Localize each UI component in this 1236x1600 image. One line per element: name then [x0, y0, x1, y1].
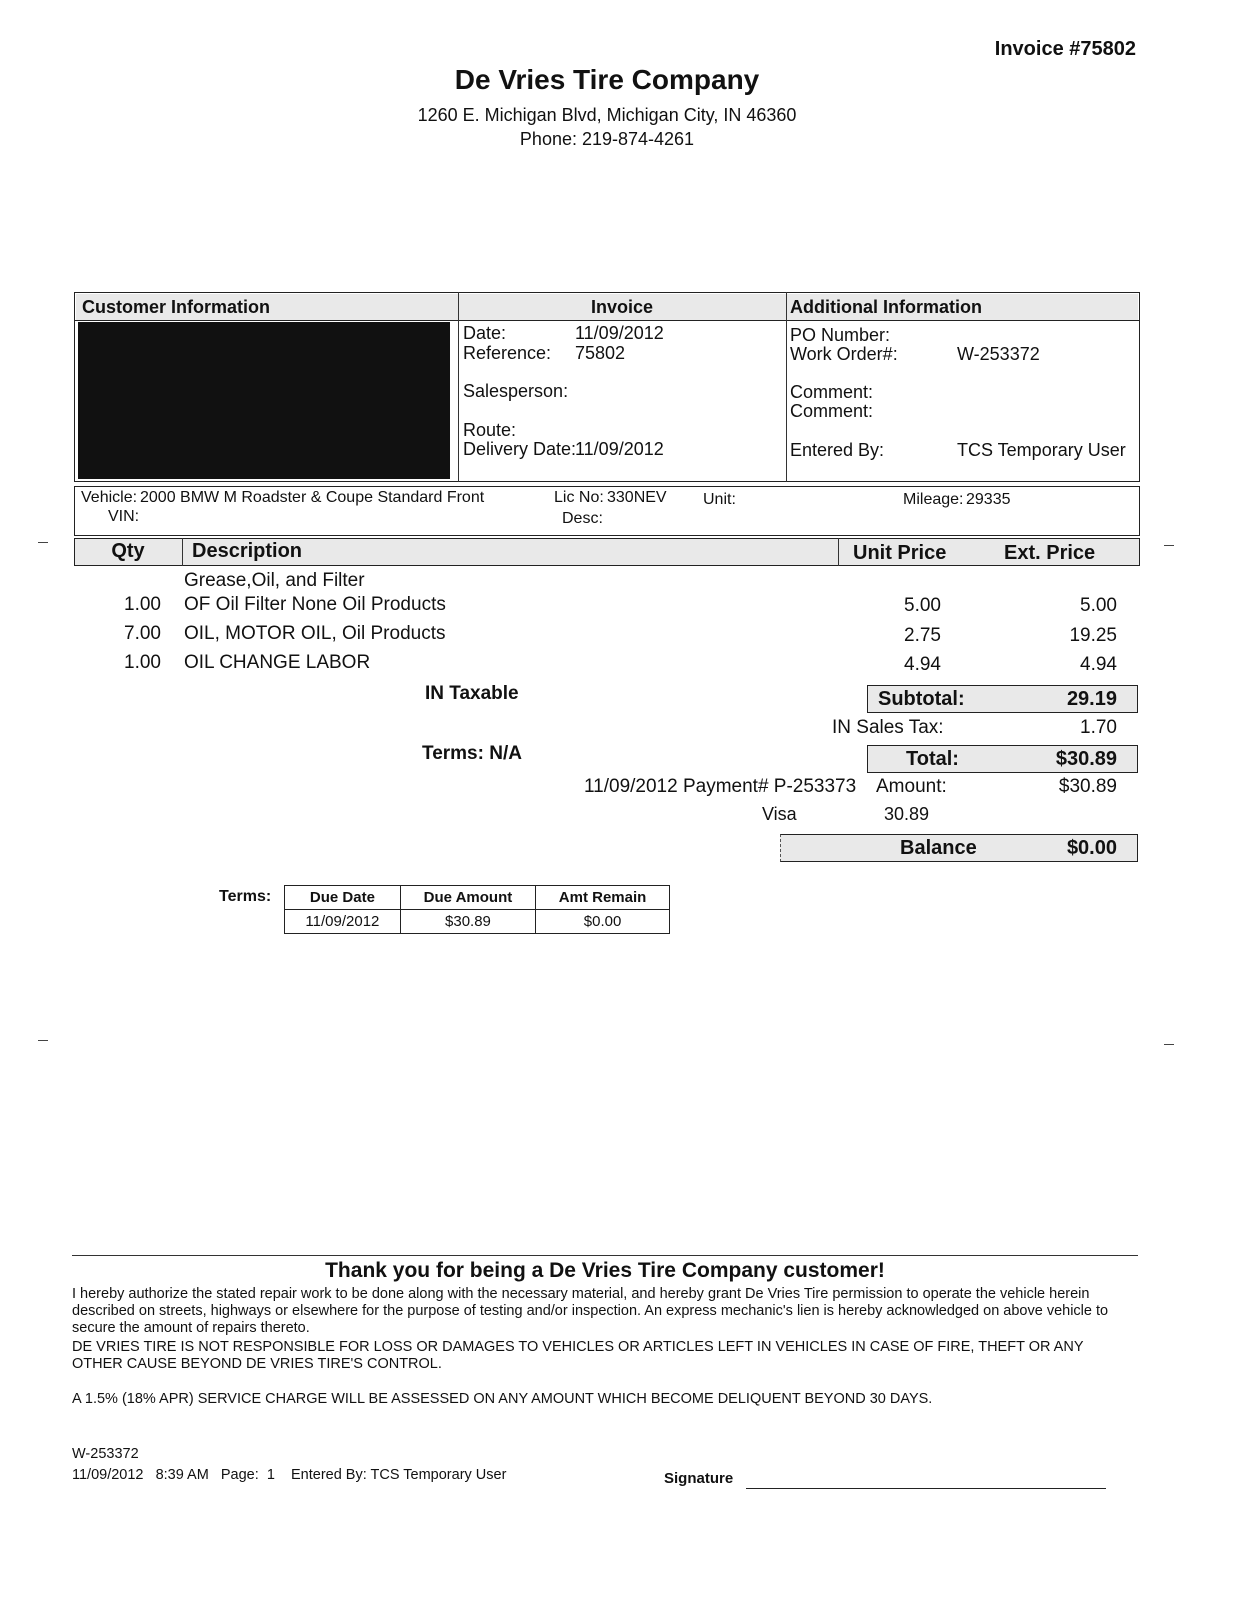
- description-header: Description: [192, 540, 303, 562]
- total-label: Total:: [906, 748, 959, 770]
- subtotal-value: 29.19: [1066, 688, 1117, 710]
- additional-info-header: Additional Information: [790, 297, 982, 317]
- header-divider-qty: [182, 538, 183, 566]
- customer-info-header: Customer Information: [82, 297, 271, 317]
- entered-by-value: TCS Temporary User: [957, 440, 1126, 460]
- taxable-label: IN Taxable: [425, 683, 519, 704]
- line-unit-price: 4.94: [904, 654, 941, 675]
- redacted-customer-block: [78, 322, 450, 479]
- desc-label: Desc:: [562, 510, 603, 527]
- company-phone: Phone: 219-874-4261: [519, 129, 695, 149]
- company-address: 1260 E. Michigan Blvd, Michigan City, IN 46360: [417, 105, 797, 125]
- vehicle-label: Vehicle:: [81, 489, 138, 506]
- invoice-number: Invoice #75802: [994, 38, 1136, 60]
- due-date-header: Due Date: [285, 886, 401, 910]
- line-description: OF Oil Filter None Oil Products: [184, 594, 446, 615]
- info-divider-1: [458, 292, 459, 482]
- amount-label: Amount:: [876, 776, 947, 797]
- signature-label: Signature: [664, 1470, 734, 1487]
- ext-price-header: Ext. Price: [1004, 542, 1096, 564]
- reference-label: Reference:: [463, 343, 552, 363]
- payment-text: 11/09/2012 Payment# P-253373: [584, 776, 857, 797]
- work-order-label: Work Order#:: [790, 344, 898, 364]
- authorization-text: I hereby authorize the stated repair work to be done along with the necessary material, and hereby grant De Vries Tire permission to operate the vehicle herein described on streets, highways or elsewhere for the purpose of testing and/or inspection. An express mechanic's lien is hereby acknowledged on above vehicle to secure the amount of repairs thereto.: [72, 1286, 1109, 1336]
- line-ext-price: 5.00: [1080, 595, 1117, 616]
- due-date-cell: 11/09/2012: [285, 910, 401, 934]
- thank-you-message: Thank you for being a De Vries Tire Company customer!: [325, 1259, 885, 1282]
- margin-mark: [38, 542, 48, 543]
- header-divider-desc: [838, 538, 839, 566]
- total-value: $30.89: [1055, 748, 1117, 770]
- lic-value: 330NEV: [607, 489, 667, 506]
- vin-label: VIN:: [108, 508, 140, 525]
- line-qty: 1.00: [124, 652, 161, 673]
- comment-2-label: Comment:: [790, 401, 874, 421]
- subtotal-label: Subtotal:: [878, 688, 965, 710]
- date-label: Date:: [463, 323, 507, 343]
- footer-work-order: W-253372: [72, 1446, 139, 1462]
- qty-header: Qty: [111, 540, 145, 562]
- line-qty: 7.00: [124, 623, 161, 644]
- line-unit-price: 5.00: [904, 595, 941, 616]
- line-description: OIL, MOTOR OIL, Oil Products: [184, 623, 446, 644]
- sales-tax-value: 1.70: [1080, 717, 1117, 738]
- unit-price-header: Unit Price: [853, 542, 947, 564]
- line-qty: 1.00: [124, 594, 161, 615]
- comment-1-label: Comment:: [790, 382, 874, 402]
- service-charge-text: A 1.5% (18% APR) SERVICE CHARGE WILL BE ASSESSED ON ANY AMOUNT WHICH BECOME DELIQUENT BEYOND 30 DAYS.: [72, 1391, 933, 1407]
- terms-table-header-row: [285, 886, 670, 910]
- mileage-value: 29335: [966, 491, 1011, 508]
- line-group-label: Grease,Oil, and Filter: [184, 570, 365, 591]
- visa-amount: 30.89: [884, 804, 930, 824]
- delivery-date-label: Delivery Date:: [463, 439, 577, 459]
- amt-remain-cell: $0.00: [536, 910, 670, 934]
- margin-mark: [1164, 1044, 1174, 1045]
- vehicle-value: 2000 BMW M Roadster & Coupe Standard Front: [140, 489, 485, 506]
- info-divider-2: [786, 292, 787, 482]
- terms-table: [284, 885, 670, 934]
- line-ext-price: 19.25: [1069, 625, 1117, 646]
- info-header-divider: [74, 320, 1140, 321]
- visa-label: Visa: [762, 804, 797, 824]
- balance-label: Balance: [900, 837, 977, 859]
- amount-value: $30.89: [1058, 776, 1117, 797]
- sales-tax-label: IN Sales Tax:: [832, 717, 944, 738]
- amt-remain-header: Amt Remain: [536, 886, 670, 910]
- date-value: 11/09/2012: [575, 323, 664, 343]
- margin-mark: [38, 1040, 48, 1041]
- unit-label: Unit:: [703, 491, 736, 508]
- footer-divider: [72, 1255, 1138, 1256]
- balance-value: $0.00: [1066, 837, 1117, 859]
- po-number-label: PO Number:: [790, 325, 891, 345]
- company-name: De Vries Tire Company: [454, 64, 760, 95]
- lic-label: Lic No:: [554, 489, 604, 506]
- signature-line[interactable]: [746, 1488, 1106, 1489]
- due-amount-cell: $30.89: [400, 910, 535, 934]
- reference-value: 75802: [575, 343, 626, 363]
- salesperson-label: Salesperson:: [463, 381, 569, 401]
- line-ext-price: 4.94: [1080, 654, 1117, 675]
- line-unit-price: 2.75: [904, 625, 941, 646]
- terms-table-row: [285, 910, 670, 934]
- work-order-value: W-253372: [957, 344, 1040, 364]
- terms-table-label: Terms:: [219, 888, 272, 905]
- due-amount-header: Due Amount: [400, 886, 535, 910]
- margin-mark: [1164, 545, 1174, 546]
- footer-print-line: 11/09/2012 8:39 AM Page: 1 Entered By: TCS Temporary User: [72, 1467, 507, 1483]
- delivery-date-value: 11/09/2012: [575, 439, 664, 459]
- entered-by-label: Entered By:: [790, 440, 885, 460]
- terms-na-label: Terms: N/A: [422, 743, 522, 764]
- line-description: OIL CHANGE LABOR: [184, 652, 371, 673]
- mileage-label: Mileage:: [903, 491, 964, 508]
- disclaimer-text: DE VRIES TIRE IS NOT RESPONSIBLE FOR LOSS OR DAMAGES TO VEHICLES OR ARTICLES LEFT IN VEHICLES IN CASE OF FIRE, THEFT OR ANY OTHER CAUSE BEYOND DE VRIES TIRE'S CONTROL.: [72, 1339, 1084, 1372]
- route-label: Route:: [463, 420, 517, 440]
- invoice-header: Invoice: [590, 297, 654, 317]
